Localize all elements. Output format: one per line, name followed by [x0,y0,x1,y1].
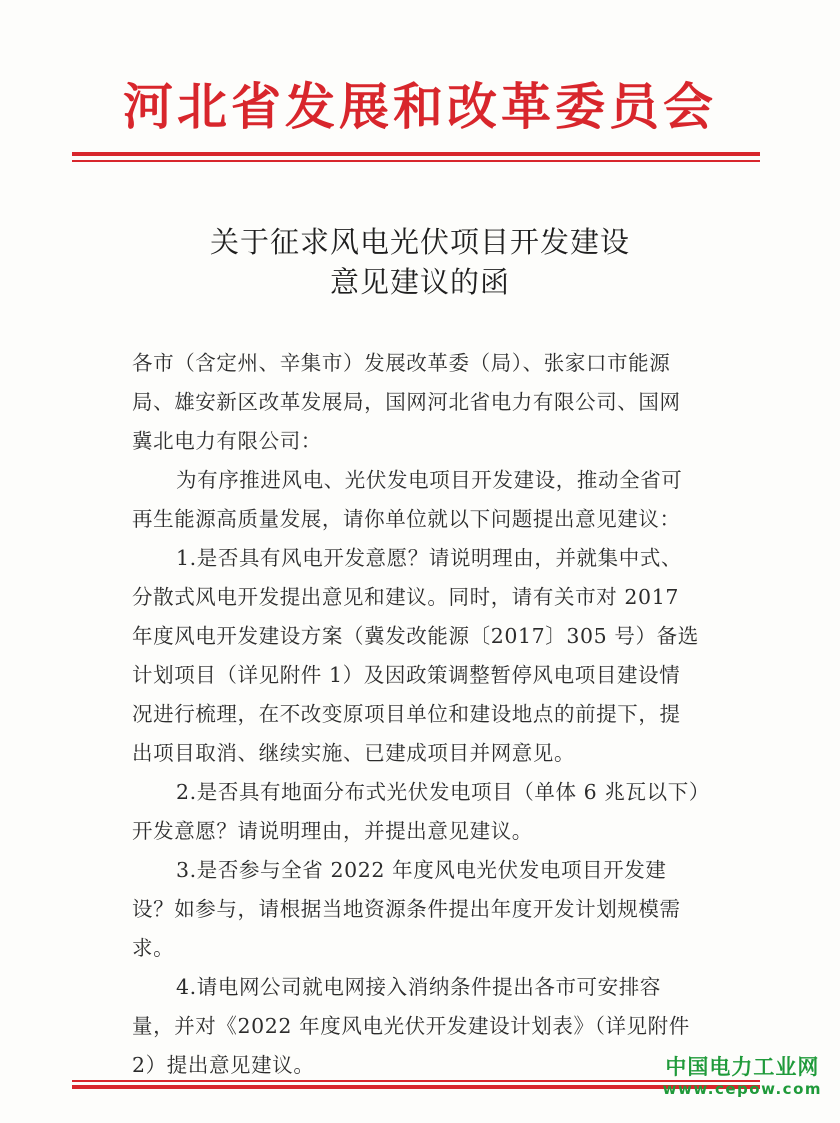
item-3-line-3: 求。 [132,936,175,960]
item-1-line-2: 分散式风电开发提出意见和建议。同时，请有关市对 2017 [132,585,679,609]
watermark-site-url: www.cepow.com [662,1080,822,1098]
item-1-line-4: 计划项目（详见附件 1）及因政策调整暂停风电项目建设情 [132,663,681,687]
item-4-line-2: 量，并对《2022 年度风电光伏开发建设计划表》（详见附件 [132,1014,690,1038]
letterhead-rule-thick [72,152,760,156]
intro-paragraph-line-2: 再生能源高质量发展，请你单位就以下问题提出意见建议： [132,507,681,531]
document-body [132,344,722,1085]
footer-rule-thick [72,1085,760,1089]
item-2-line-1: 2.是否具有地面分布式光伏发电项目（单体 6 兆瓦以下） [176,780,710,804]
item-1-line-6: 出项目取消、继续实施、已建成项目并网意见。 [132,741,576,765]
document-title-line-1: 关于征求风电光伏项目开发建设 [209,225,630,259]
item-1-line-3: 年度风电开发建设方案（冀发改能源〔2017〕305 号）备选 [132,624,699,648]
addressee-line-3: 冀北电力有限公司： [132,429,322,453]
item-4-line-1: 4.请电网公司就电网接入消纳条件提出各市可安排容 [176,975,661,999]
addressee-line-2: 局、雄安新区改革发展局，国网河北省电力有限公司、国网 [132,390,681,414]
item-3-line-2: 设？如参与，请根据当地资源条件提出年度开发计划规模需 [132,897,681,921]
addressee-line-1: 各市（含定州、辛集市）发展改革委（局）、张家口市能源 [132,351,671,375]
watermark-site-name: 中国电力工业网 [665,1055,820,1079]
item-3-line-1: 3.是否参与全省 2022 年度风电光伏发电项目开发建 [176,858,667,882]
item-1-line-5: 况进行梳理，在不改变原项目单位和建设地点的前提下，提 [132,702,681,726]
item-2-line-2: 开发意愿？请说明理由，并提出意见建议。 [132,819,533,843]
item-4-line-3: 2）提出意见建议。 [132,1053,315,1077]
item-1-line-1: 1.是否具有风电开发意愿？请说明理由，并就集中式、 [176,546,683,570]
letterhead-issuer: 河北省发展和改革委员会 [123,78,717,136]
letterhead-rule-thin [72,160,760,162]
footer-rule-thin [72,1080,760,1082]
site-watermark [663,1054,822,1098]
document-title-line-2: 意见建议的函 [329,265,510,299]
intro-paragraph-line-1: 为有序推进风电、光伏发电项目开发建设，推动全省可 [176,468,683,492]
